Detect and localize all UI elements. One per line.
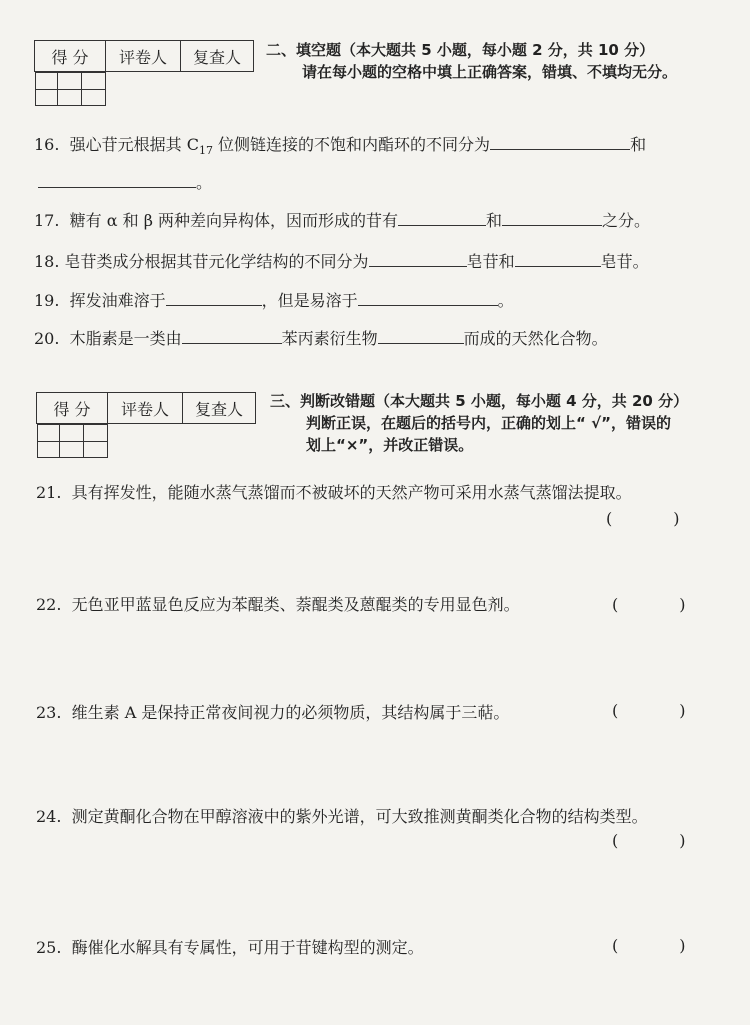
question-25: 25. 酶催化水解具有专属性，可用于苷键构型的测定。 — [36, 938, 424, 957]
section2-heading — [266, 39, 736, 83]
question-22: 22. 无色亚甲蓝显色反应为苯醌类、萘醌类及蒽醌类的专用显色剂。 — [36, 595, 520, 614]
question-24: 24. 测定黄酮化合物在甲醇溶液中的紫外光谱，可大致推测黄酮类化合物的结构类型。 — [36, 807, 648, 826]
grader-header: 评卷人 — [108, 393, 183, 424]
section3-heading — [270, 390, 740, 456]
question-23: 23. 维生素 A 是保持正常夜间视力的必须物质，其结构属于三萜。 — [36, 703, 510, 722]
grader-cell[interactable] — [60, 425, 84, 458]
answer-parentheses[interactable]: ( ) — [612, 936, 686, 955]
reviewer-cell[interactable] — [84, 425, 107, 458]
answer-blank[interactable] — [502, 208, 602, 226]
question-19: 19. 挥发油难溶于 ，但是易溶于 。 — [34, 288, 514, 312]
answer-blank[interactable] — [490, 132, 630, 150]
reviewer-header: 复查人 — [183, 393, 256, 424]
section2-instruction: 请在每小题的空格中填上正确答案，错填、不填均无分。 — [302, 63, 678, 81]
answer-parentheses[interactable]: ( ) — [606, 509, 680, 528]
answer-blank[interactable] — [369, 249, 467, 267]
answer-blank[interactable] — [378, 326, 464, 344]
question-16-cont: 。 — [38, 170, 212, 194]
section2-title: 二、填空题（本大题共 5 小题，每小题 2 分，共 10 分） — [266, 41, 655, 59]
grader-header: 评卷人 — [106, 41, 181, 72]
score-table-section2 — [34, 40, 254, 94]
answer-parentheses[interactable]: ( ) — [612, 831, 686, 850]
question-18: 18. 皂苷类成分根据其苷元化学结构的不同分为 皂苷和 皂苷。 — [34, 249, 649, 273]
question-16: 16. 强心苷元根据其 $C_{17}$ 位侧链连接的不饱和内酯环的不同分为 和 — [34, 132, 646, 162]
score-header: 得 分 — [37, 393, 108, 424]
answer-parentheses[interactable]: ( ) — [612, 701, 686, 720]
answer-blank[interactable] — [398, 208, 486, 226]
question-20: 20. 木脂素是一类由 苯丙素衍生物 而成的天然化合物。 — [34, 326, 608, 350]
score-header: 得 分 — [35, 41, 106, 72]
answer-blank[interactable] — [358, 288, 498, 306]
grader-cell[interactable] — [58, 73, 82, 106]
answer-blank[interactable] — [38, 170, 196, 188]
section3-instruction-1: 判断正误，在题后的括号内，正确的划上“ √”，错误的 — [306, 414, 671, 432]
answer-parentheses[interactable]: ( ) — [612, 595, 686, 614]
section3-title: 三、判断改错题（本大题共 5 小题，每小题 4 分，共 20 分） — [270, 392, 689, 410]
score-cell[interactable] — [35, 73, 58, 106]
answer-blank[interactable] — [515, 249, 601, 267]
reviewer-cell[interactable] — [82, 73, 105, 106]
answer-blank[interactable] — [182, 326, 282, 344]
section3-instruction-2: 划上“×”，并改正错误。 — [306, 436, 474, 454]
answer-blank[interactable] — [166, 288, 262, 306]
reviewer-header: 复查人 — [181, 41, 254, 72]
score-cell[interactable] — [37, 425, 60, 458]
question-17: 17. 糖有 α 和 β 两种差向异构体，因而形成的苷有 和 之分。 — [34, 208, 650, 232]
score-table-section3 — [36, 392, 256, 446]
question-21: 21. 具有挥发性，能随水蒸气蒸馏而不被破坏的天然产物可采用水蒸气蒸馏法提取。 — [36, 483, 632, 502]
